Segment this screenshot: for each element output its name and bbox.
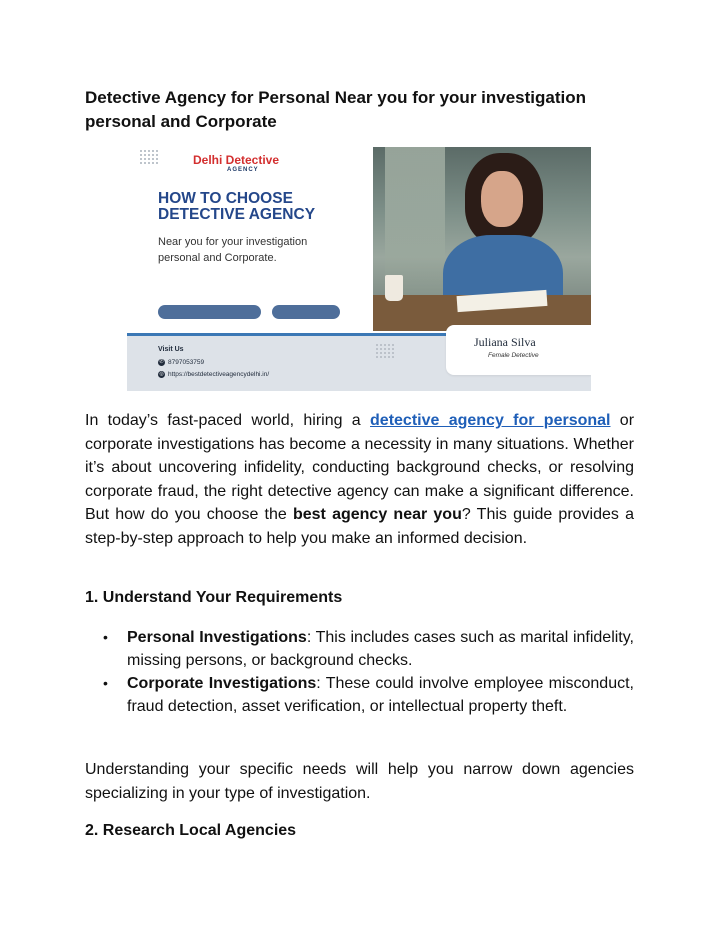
banner-pill-decoration <box>158 305 261 319</box>
requirements-list <box>85 626 634 718</box>
dot-grid-decoration <box>375 343 395 359</box>
document-title: Detective Agency for Personal Near you for your investigation personal and Corporate <box>85 88 587 131</box>
detective-photo <box>373 147 591 331</box>
list-item <box>85 672 634 718</box>
requirements-summary: Understanding your specific needs will help you narrow down agencies specializing in your type of investigation. <box>85 761 634 802</box>
globe-icon: ◎ <box>159 371 164 377</box>
photo-cup <box>385 275 403 301</box>
phone-icon: ✆ <box>159 359 164 365</box>
banner-headline <box>158 191 315 223</box>
banner-headline-line1: HOW TO CHOOSE <box>158 190 293 207</box>
section-heading: 1. Understand Your Requirements <box>85 589 343 606</box>
phone-line <box>158 359 204 366</box>
intro-text-1: In today’s fast-paced world, hiring a <box>85 412 371 429</box>
section-heading: 2. Research Local Agencies <box>85 822 297 839</box>
intro-bold-text: best agency near you <box>292 506 462 523</box>
banner-headline-line2: DETECTIVE AGENCY <box>158 206 316 223</box>
detective-agency-link[interactable]: detective agency for personal <box>370 412 611 429</box>
list-item-text: : This includes cases such as marital infidelity, missing persons, or background checks. <box>127 629 634 669</box>
person-name: Juliana Silva <box>474 335 536 349</box>
brand-subtitle: AGENCY <box>227 167 259 173</box>
bullet-icon: • <box>103 675 108 691</box>
banner-pill-decoration <box>272 305 340 319</box>
bullet-icon: • <box>103 629 108 645</box>
name-card <box>446 325 591 375</box>
banner-subline: Near you for your investigation personal and Corporate. <box>158 236 308 264</box>
banner-image <box>127 147 591 391</box>
website-url: https://bestdetectiveagencydelhi.in/ <box>168 371 270 378</box>
list-item <box>85 626 634 672</box>
list-item-title: Corporate Investigations <box>127 675 317 692</box>
visit-us-label: Visit Us <box>158 346 184 353</box>
banner-accent-line <box>127 333 447 336</box>
dot-grid-decoration <box>139 149 159 165</box>
list-item-text: : These could involve employee misconduct, fraud detection, asset verification, or intellectual property theft. <box>127 675 634 715</box>
intro-paragraph <box>85 409 634 550</box>
brand-name: Delhi Detective <box>193 153 280 167</box>
phone-number: 8797053759 <box>168 359 205 366</box>
intro-text-2: or corporate investigations has become a necessity in many situations. Whether it’s about uncovering infidelity, conducting background checks, or resolving corporate fraud, the right detective agency can make a significant difference. But how do you choose the <box>85 412 635 523</box>
list-item-title: Personal Investigations <box>127 629 307 646</box>
website-line <box>158 371 269 378</box>
person-role: Female Detective <box>488 352 539 359</box>
photo-face <box>481 171 523 227</box>
intro-text-3: ? This guide provides a step-by-step approach to help you make an informed decision. <box>85 506 635 547</box>
